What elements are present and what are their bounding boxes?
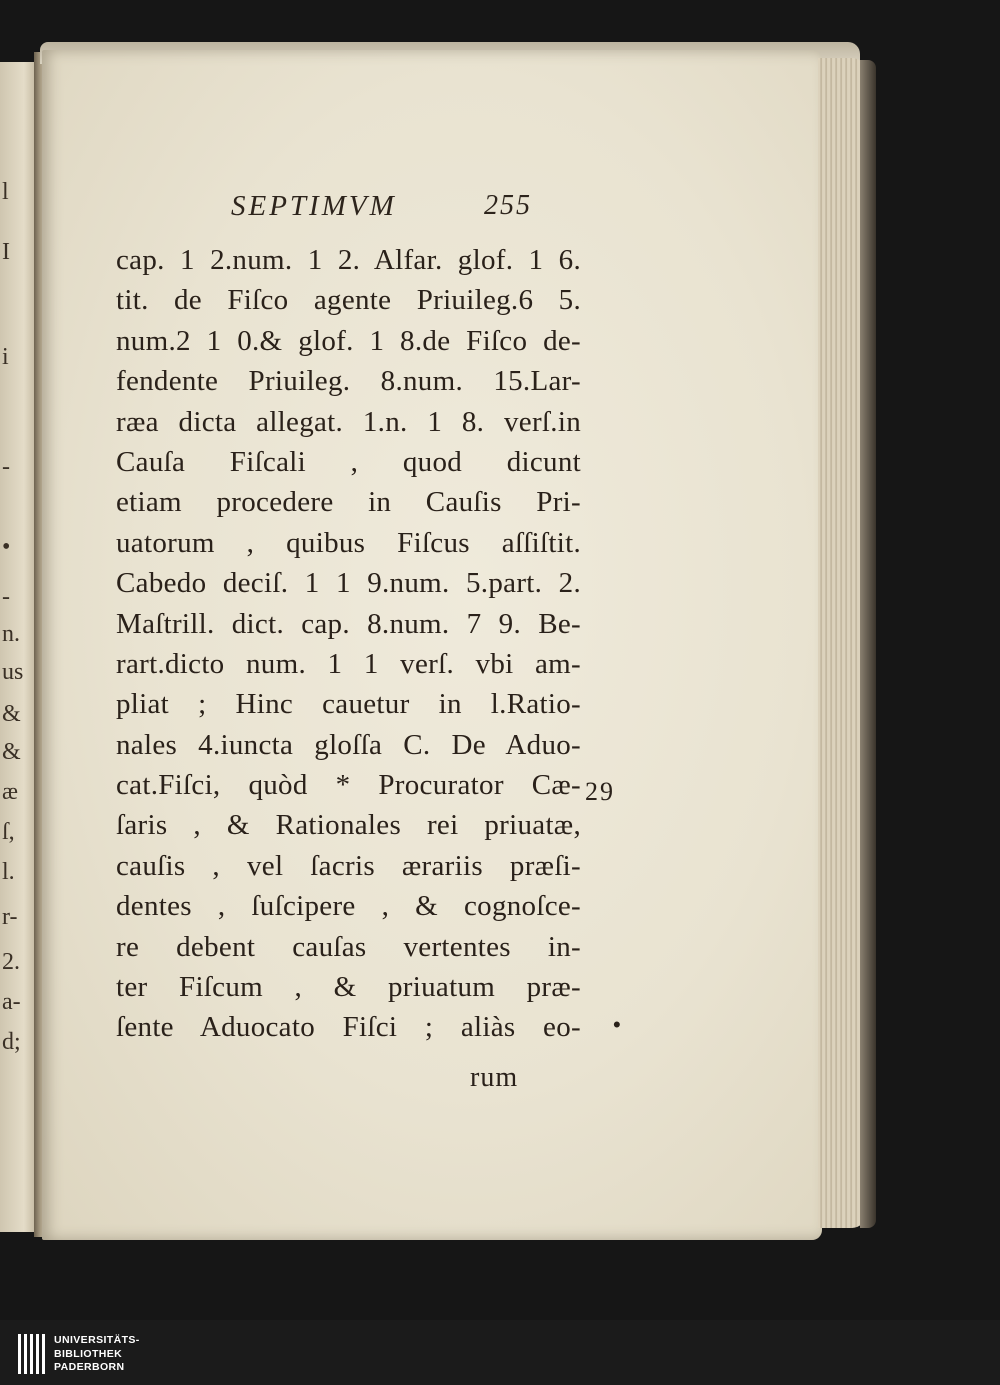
body-text	[116, 240, 581, 1048]
logo-line: BIBLIOTHEK	[54, 1347, 123, 1360]
text-line: Cabedo deciſ. 1 1 9.num. 5.part. 2.	[116, 567, 581, 600]
left-page-fragment: us	[2, 659, 24, 685]
text-line: cap. 1 2.num. 1 2. Alfar. glof. 1 6.	[116, 244, 581, 276]
text-line: nales 4.iuncta gloſſa C. De Aduo-	[116, 728, 581, 761]
left-page-fragment: 2.	[2, 949, 20, 975]
left-page-fragment: -	[2, 454, 10, 480]
margin-mark: •	[613, 1012, 621, 1037]
left-page-fragment: •	[2, 534, 11, 560]
left-page-fragment: &	[2, 701, 21, 727]
left-page-fragment: a-	[2, 989, 21, 1015]
left-page-fragment: l.	[2, 859, 15, 885]
text-line: Cauſa Fiſcali , quod dicunt	[116, 445, 581, 478]
logo-line: PADERBORN	[54, 1361, 125, 1373]
running-header	[0, 190, 1000, 230]
text-line: num.2 1 0.& glof. 1 8.de Fiſco de-	[116, 324, 581, 357]
text-line: ter Fiſcum , & priuatum præ-	[116, 971, 581, 1004]
text-line: fendente Priuileg. 8.num. 15.Lar-	[116, 365, 581, 398]
catchword: rum	[470, 1062, 519, 1093]
text-line: tit. de Fiſco agente Priuileg.6 5.	[116, 284, 581, 317]
text-line: ſaris , & Rationales rei priuatæ,	[116, 809, 581, 842]
text-line: pliat ; Hinc cauetur in l.Ratio-	[116, 688, 581, 721]
left-page-fragment: r-	[2, 904, 18, 930]
page-fore-edge	[818, 58, 866, 1228]
text-line: re debent cauſas vertentes in-	[116, 930, 581, 963]
text-line: ræa dicta allegat. 1.n. 1 8. verſ.in	[116, 405, 581, 438]
text-line: uatorum , quibus Fiſcus aſſiſtit.	[116, 526, 581, 559]
book-cover-edge	[860, 60, 876, 1228]
left-page-fragment: æ	[2, 779, 19, 805]
left-page-fragment: d;	[2, 1029, 21, 1055]
running-title: SEPTIMVM	[231, 190, 397, 222]
logo-line: UNIVERSITÄTS-	[54, 1334, 140, 1346]
page-number: 255	[484, 190, 532, 221]
left-page-fragment: -	[2, 584, 10, 610]
text-line: rart.dicto num. 1 1 verſ. vbi am-	[116, 647, 581, 680]
text-line: etiam procedere in Cauſis Pri-	[116, 486, 581, 519]
text-line: dentes , ſuſcipere , & cognoſce-	[116, 890, 581, 923]
library-logo-icon	[18, 1334, 46, 1374]
left-page-fragment: l	[2, 179, 9, 205]
text-line: ſente Aduocato Fiſci ; aliàs eo-	[116, 1011, 581, 1044]
footer-bar	[0, 1320, 1000, 1385]
text-line: cauſis , vel ſacris ærariis præſi-	[116, 849, 581, 882]
left-page-fragment: ſ,	[2, 819, 15, 845]
text-line: Maſtrill. dict. cap. 8.num. 7 9. Be-	[116, 607, 581, 640]
left-page-fragment: &	[2, 739, 21, 765]
left-page-fragment: n.	[2, 621, 20, 647]
library-logo-text	[54, 1334, 140, 1375]
left-page-fragment: I	[2, 239, 10, 265]
left-page-fragment: i	[2, 344, 9, 370]
text-line: cat.Fiſci, quòd * Procurator Cæ-	[116, 769, 581, 802]
margin-note-number: 29	[585, 777, 615, 806]
